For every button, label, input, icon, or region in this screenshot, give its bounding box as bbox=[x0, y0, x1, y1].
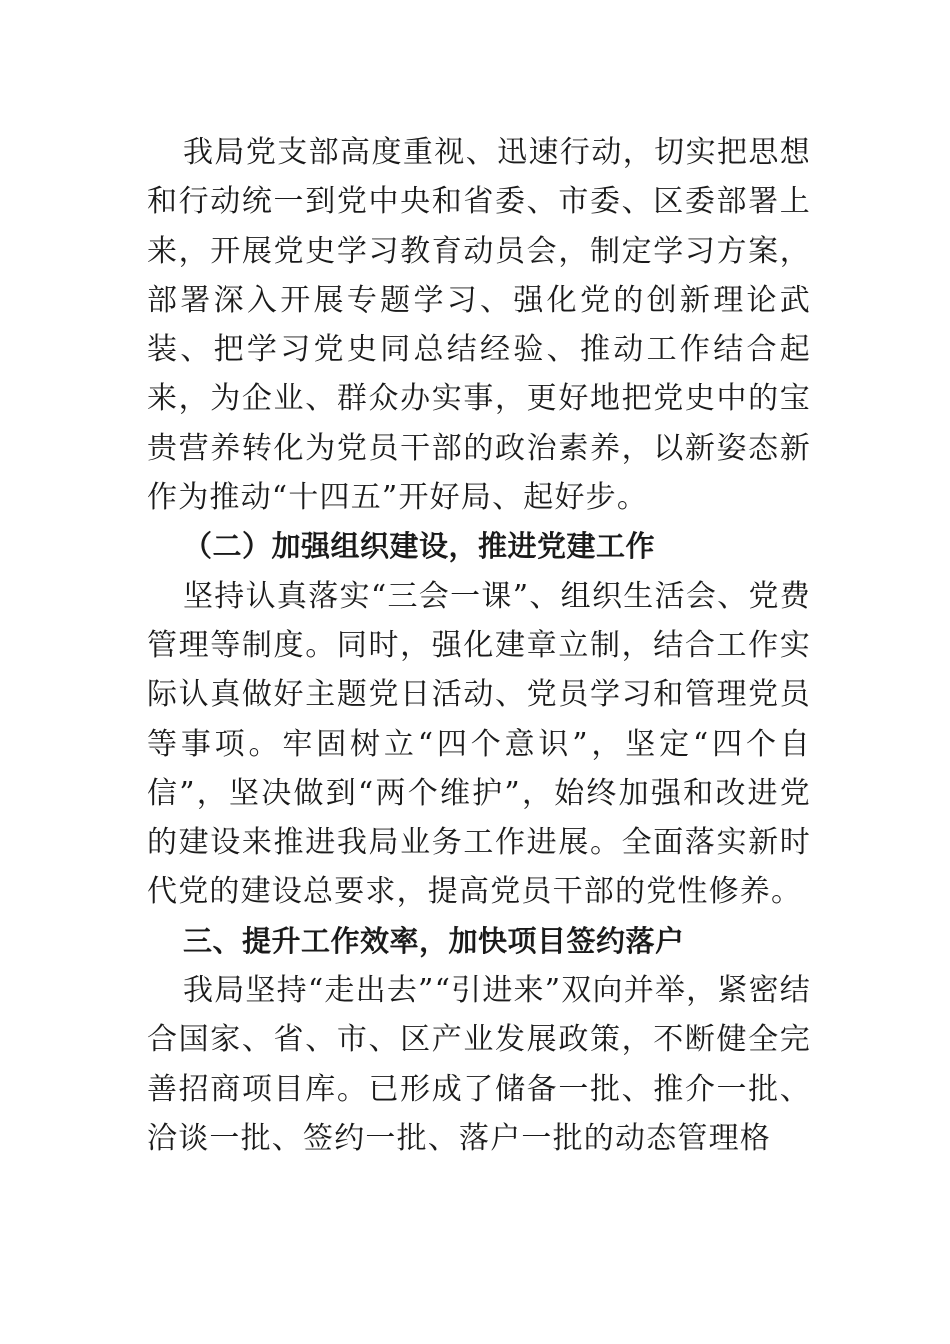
paragraph-party-building: 坚持认真落实“三会一课”、组织生活会、党费管理等制度。同时，强化建章立制，结合工作实际认真做好主题党日活动、党员学习和管理党员等事项。牢固树立“四个意识”，坚定“四个自信”，坚决做到“两个维护”，始终加强和改进党的建设来推进我局业务工作进展。全面落实新时代党的建设总要求，提高党员干部的党性修养。 bbox=[147, 578, 811, 910]
document-body bbox=[147, 128, 811, 1163]
paragraph-study-education: 我局党支部高度重视、迅速行动，切实把思想和行动统一到党中央和省委、市委、区委部署上来，开展党史学习教育动员会，制定学习方案，部署深入开展专题学习、强化党的创新理论武装、把学习党史同总结经验、推动工作结合起来，为企业、群众办实事，更好地把党史中的宝贵营养转化为党员干部的政治素养，以新姿态新作为推动“十四五”开好局、起好步。 bbox=[147, 135, 811, 516]
heading-work-efficiency: 三、提升工作效率，加快项目签约落户 bbox=[183, 923, 685, 958]
heading-organization-building: （二）加强组织建设，推进党建工作 bbox=[183, 529, 656, 564]
paragraph-project-signing: 我局坚持“走出去”“引进来”双向并举，紧密结合国家、省、市、区产业发展政策，不断健全完善招商项目库。已形成了储备一批、推介一批、洽谈一批、签约一批、落户一批的动态管理格 bbox=[147, 973, 811, 1156]
